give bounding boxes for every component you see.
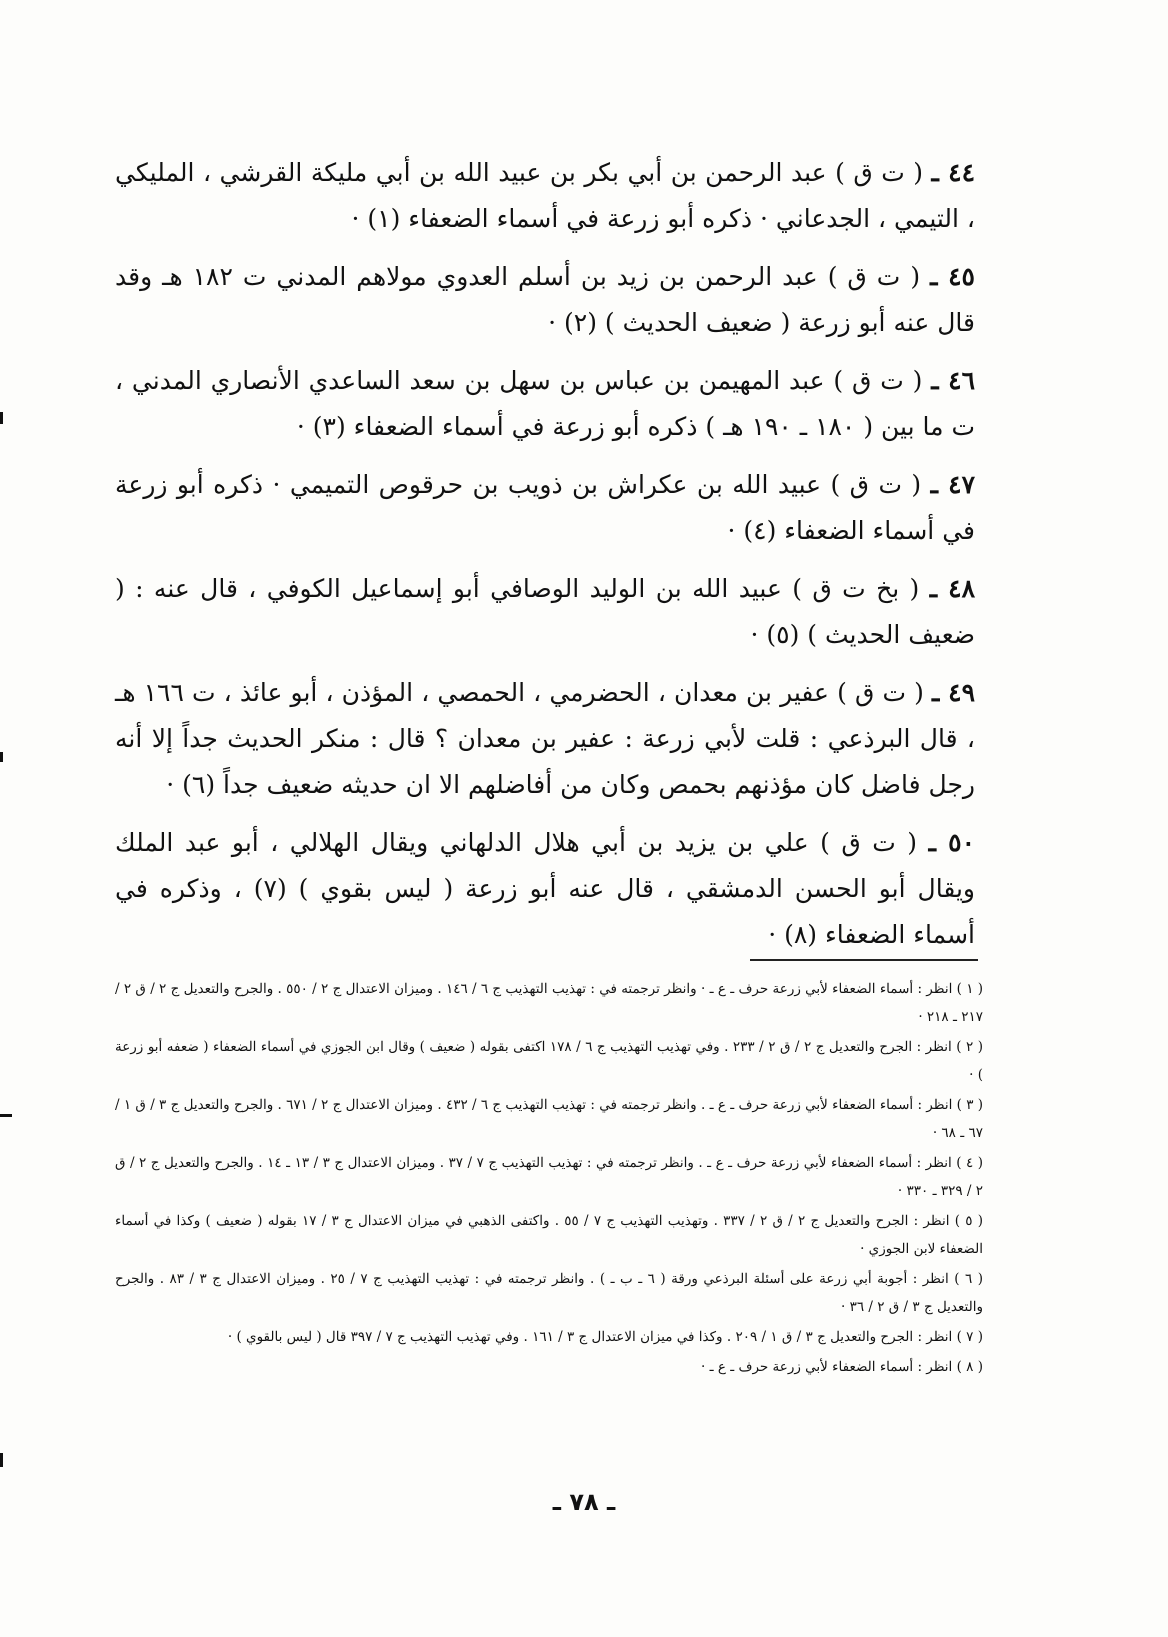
entry-49 [115,670,975,808]
entry-number: ٥٠ ـ [928,828,975,857]
footnote-7: ( ٧ ) انظر : الجرح والتعديل ج ٣ / ق ١ / ٢٠٩ . وكذا في ميزان الاعتدال ج ٣ / ١٦١ . وفي تهذيب التهذيب ج ٧ / ٣٩٧ قال ( ليس بالقوي ) · [227,1329,983,1345]
page-number: ـ ٧٨ ـ [552,1488,616,1516]
footnote-3: ( ٣ ) انظر : أسماء الضعفاء لأبي زرعة حرف ـ ع ـ . وانظر ترجمته في : تهذيب التهذيب ج ٦ / ٤٣٢ . وميزان الاعتدال ج ٢ / ٦٧١ . والجرح والتعديل ج ٣ / ق ١ / ٦٧ ـ ٦٨ · [115,1097,984,1141]
entry-number: ٤٨ ـ [929,574,976,603]
scan-margin-mark [0,1114,12,1117]
entry-number: ٤٩ ـ [931,678,975,707]
footnote-separator [750,959,978,961]
entries-list [115,150,975,970]
entry-text: ( ت ق ) عبد الرحمن بن زيد بن أسلم العدوي مولاهم المدني ت ١٨٢ هـ وقد قال عنه أبو زرعة ( ضعيف الحديث ) (٢) · [115,262,975,337]
entry-45 [115,254,975,346]
entry-text: ( ت ق ) عبد المهيمن بن عباس بن سهل بن سعد الساعدي الأنصاري المدني ، ت ما بين ( ١٨٠ ـ ١٩٠ هـ ) ذكره أبو زرعة في أسماء الضعفاء (٣) · [115,366,975,441]
footnote-4: ( ٤ ) انظر : أسماء الضعفاء لأبي زرعة حرف ـ ع ـ . وانظر ترجمته في : تهذيب التهذيب ج ٧ / ٣٧ . وميزان الاعتدال ج ٣ / ١٣ ـ ١٤ . والجرح والتعديل ج ٢ / ق ٢ / ٣٢٩ ـ ٣٣٠ · [115,1155,984,1199]
footnote-2: ( ٢ ) انظر : الجرح والتعديل ج ٢ / ق ٢ / ٢٣٣ . وفي تهذيب التهذيب ج ٦ / ١٧٨ اكتفى بقوله ( ضعيف ) وقال ابن الجوزي في أسماء الضعفاء ( ضعفه أبو زرعة ) · [115,1039,983,1083]
entry-number: ٤٥ ـ [930,262,975,291]
entry-46 [115,358,975,450]
entry-number: ٤٧ ـ [930,470,976,499]
entry-47 [115,462,975,554]
entry-48 [115,566,975,658]
entry-number: ٤٤ ـ [931,158,975,187]
scan-margin-mark [0,412,3,424]
footnote-6: ( ٦ ) انظر : أجوبة أبي زرعة على أسئلة البرذعي ورقة ( ٦ ـ ب ـ ) . وانظر ترجمته في : تهذيب التهذيب ج ٧ / ٢٥ . وميزان الاعتدال ج ٣ / ٨٣ . والجرح والتعديل ج ٣ / ق ٢ / ٣٦ · [115,1271,984,1315]
footnote-1: ( ١ ) انظر : أسماء الضعفاء لأبي زرعة حرف ـ ع ـ · وانظر ترجمته في : تهذيب التهذيب ج ٦ / ١٤٦ . وميزان الاعتدال ج ٢ / ٥٥٠ . والجرح والتعديل ج ٢ / ق ٢ / ٢١٧ ـ ٢١٨ · [115,981,984,1025]
entry-text: ( ت ق ) عفير بن معدان ، الحضرمي ، الحمصي ، المؤذن ، أبو عائذ ، ت ١٦٦ هـ ، قال البرذعي : قلت لأبي زرعة : عفير بن معدان ؟ قال : منكر الحديث جداً إلا أنه رجل فاضل كان مؤذنهم بحمص وكان من أفاضلهم الا ان حديثه ضعيف جداً (٦) · [115,678,975,799]
entry-text: ( ت ق ) عبد الرحمن بن أبي بكر بن عبيد الله بن أبي مليكة القرشي ، المليكي ، التيمي ، الجدعاني · ذكره أبو زرعة في أسماء الضعفاء (١) · [115,158,975,233]
footnote-5: ( ٥ ) انظر : الجرح والتعديل ج ٢ / ق ٢ / ٣٣٧ . وتهذيب التهذيب ج ٧ / ٥٥ . واكتفى الذهبي في ميزان الاعتدال ج ٣ / ١٧ بقوله ( ضعيف ) وكذا في أسماء الضعفاء لابن الجوزي · [115,1213,983,1257]
scan-margin-mark [0,752,3,762]
entry-text: ( ت ق ) علي بن يزيد بن أبي هلال الدلهاني ويقال الهلالي ، أبو عبد الملك ويقال أبو الحسن الدمشقي ، قال عنه أبو زرعة ( ليس بقوي ) (٧) ، وذكره في أسماء الضعفاء (٨) · [115,828,975,949]
entry-44 [115,150,975,242]
footnote-8: ( ٨ ) انظر : أسماء الضعفاء لأبي زرعة حرف ـ ع ـ · [701,1359,983,1375]
entry-text: ( ت ق ) عبيد الله بن عكراش بن ذويب بن حرقوص التميمي · ذكره أبو زرعة في أسماء الضعفاء (٤) · [115,470,975,545]
entry-text: ( بخ ت ق ) عبيد الله بن الوليد الوصافي أبو إسماعيل الكوفي ، قال عنه : ( ضعيف الحديث ) (٥) · [115,574,975,649]
entry-number: ٤٦ ـ [931,366,975,395]
footnotes [115,975,983,1383]
scan-margin-mark [0,1453,3,1467]
entry-50 [115,820,975,958]
